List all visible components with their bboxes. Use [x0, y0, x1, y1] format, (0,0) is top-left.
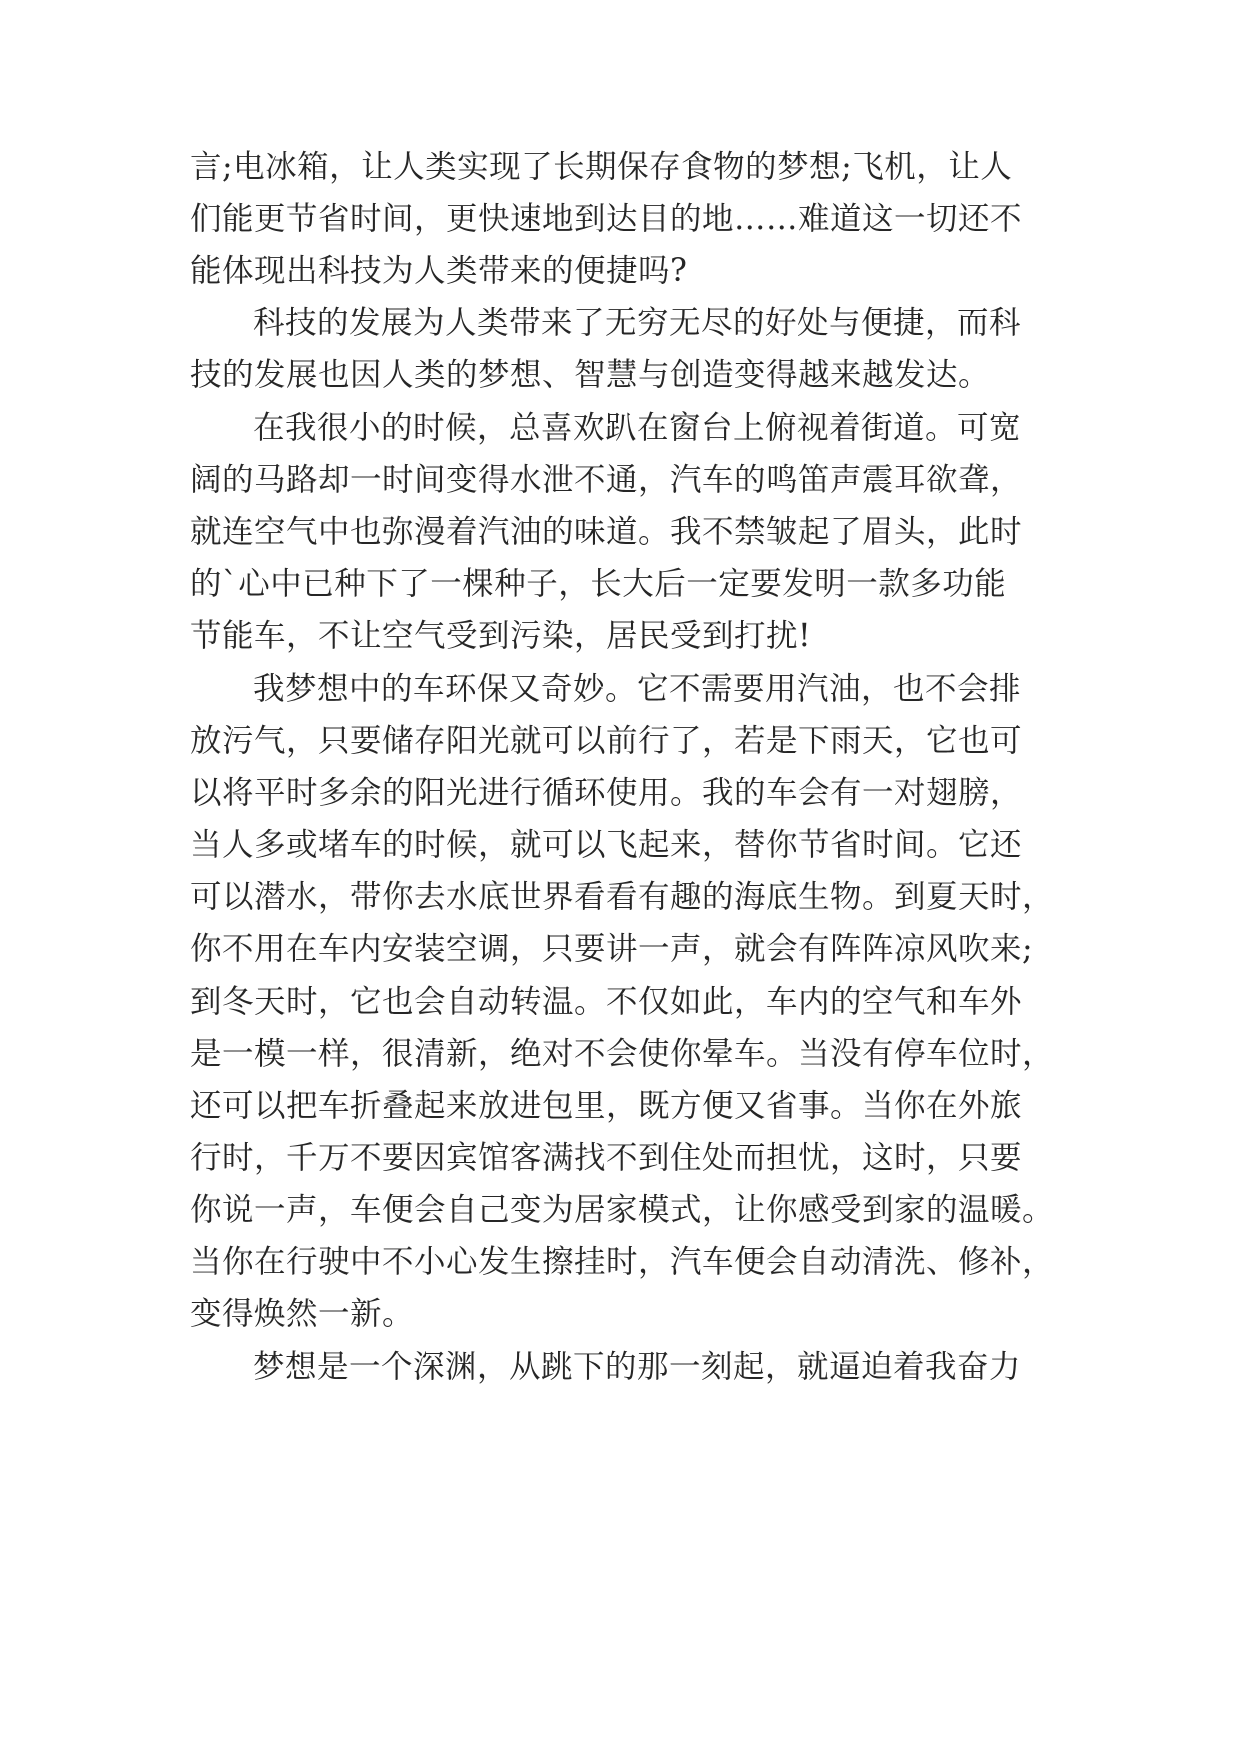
text-line: 变得焕然一新。: [190, 1296, 415, 1332]
text-line: 的`心中已种下了一棵种子，长大后一定要发明一款多功能: [190, 566, 1007, 602]
text-line: 到冬天时，它也会自动转温。不仅如此，车内的空气和车外: [190, 984, 1023, 1020]
text-line: 你不用在车内安装空调，只要讲一声，就会有阵阵凉风吹来;: [190, 931, 1034, 967]
text-line: 言;电冰箱，让人类实现了长期保存食物的梦想;飞机，让人: [190, 149, 1013, 185]
text-line: 你说一声，车便会自己变为居家模式，让你感受到家的温暖。: [190, 1192, 1055, 1228]
text-line: 是一模一样，很清新，绝对不会使你晕车。当没有停车位时，: [190, 1036, 1055, 1072]
text-line: 行时，千万不要因宾馆客满找不到住处而担忧，这时，只要: [190, 1140, 1023, 1176]
text-line: 节能车，不让空气受到污染，居民受到打扰!: [190, 618, 812, 654]
text-line: 技的发展也因人类的梦想、智慧与创造变得越来越发达。: [190, 357, 991, 393]
text-line: 们能更节省时间，更快速地到达目的地……难道这一切还不: [190, 201, 1023, 237]
text-line: 在我很小的时候，总喜欢趴在窗台上俯视着街道。可宽: [253, 410, 1022, 446]
text-line: 放污气，只要储存阳光就可以前行了，若是下雨天，它也可: [190, 723, 1023, 759]
text-line: 我梦想中的车环保又奇妙。它不需要用汽油，也不会排: [253, 671, 1022, 707]
text-line: 当人多或堵车的时候，就可以飞起来，替你节省时间。它还: [190, 827, 1023, 863]
text-line: 当你在行驶中不小心发生擦挂时，汽车便会自动清洗、修补，: [190, 1244, 1055, 1280]
text-line: 就连空气中也弥漫着汽油的味道。我不禁皱起了眉头，此时: [190, 514, 1023, 550]
text-line: 科技的发展为人类带来了无穷无尽的好处与便捷，而科: [253, 305, 1022, 341]
text-line: 可以潜水，带你去水底世界看看有趣的海底生物。到夏天时，: [190, 879, 1055, 915]
text-line: 能体现出科技为人类带来的便捷吗?: [190, 253, 688, 289]
text-line: 梦想是一个深渊，从跳下的那一刻起，就逼迫着我奋力: [253, 1349, 1022, 1385]
text-line: 还可以把车折叠起来放进包里，既方便又省事。当你在外旅: [190, 1088, 1023, 1124]
text-line: 阔的马路却一时间变得水泄不通，汽车的鸣笛声震耳欲聋，: [190, 462, 1023, 498]
text-line: 以将平时多余的阳光进行循环使用。我的车会有一对翅膀，: [190, 775, 1023, 811]
